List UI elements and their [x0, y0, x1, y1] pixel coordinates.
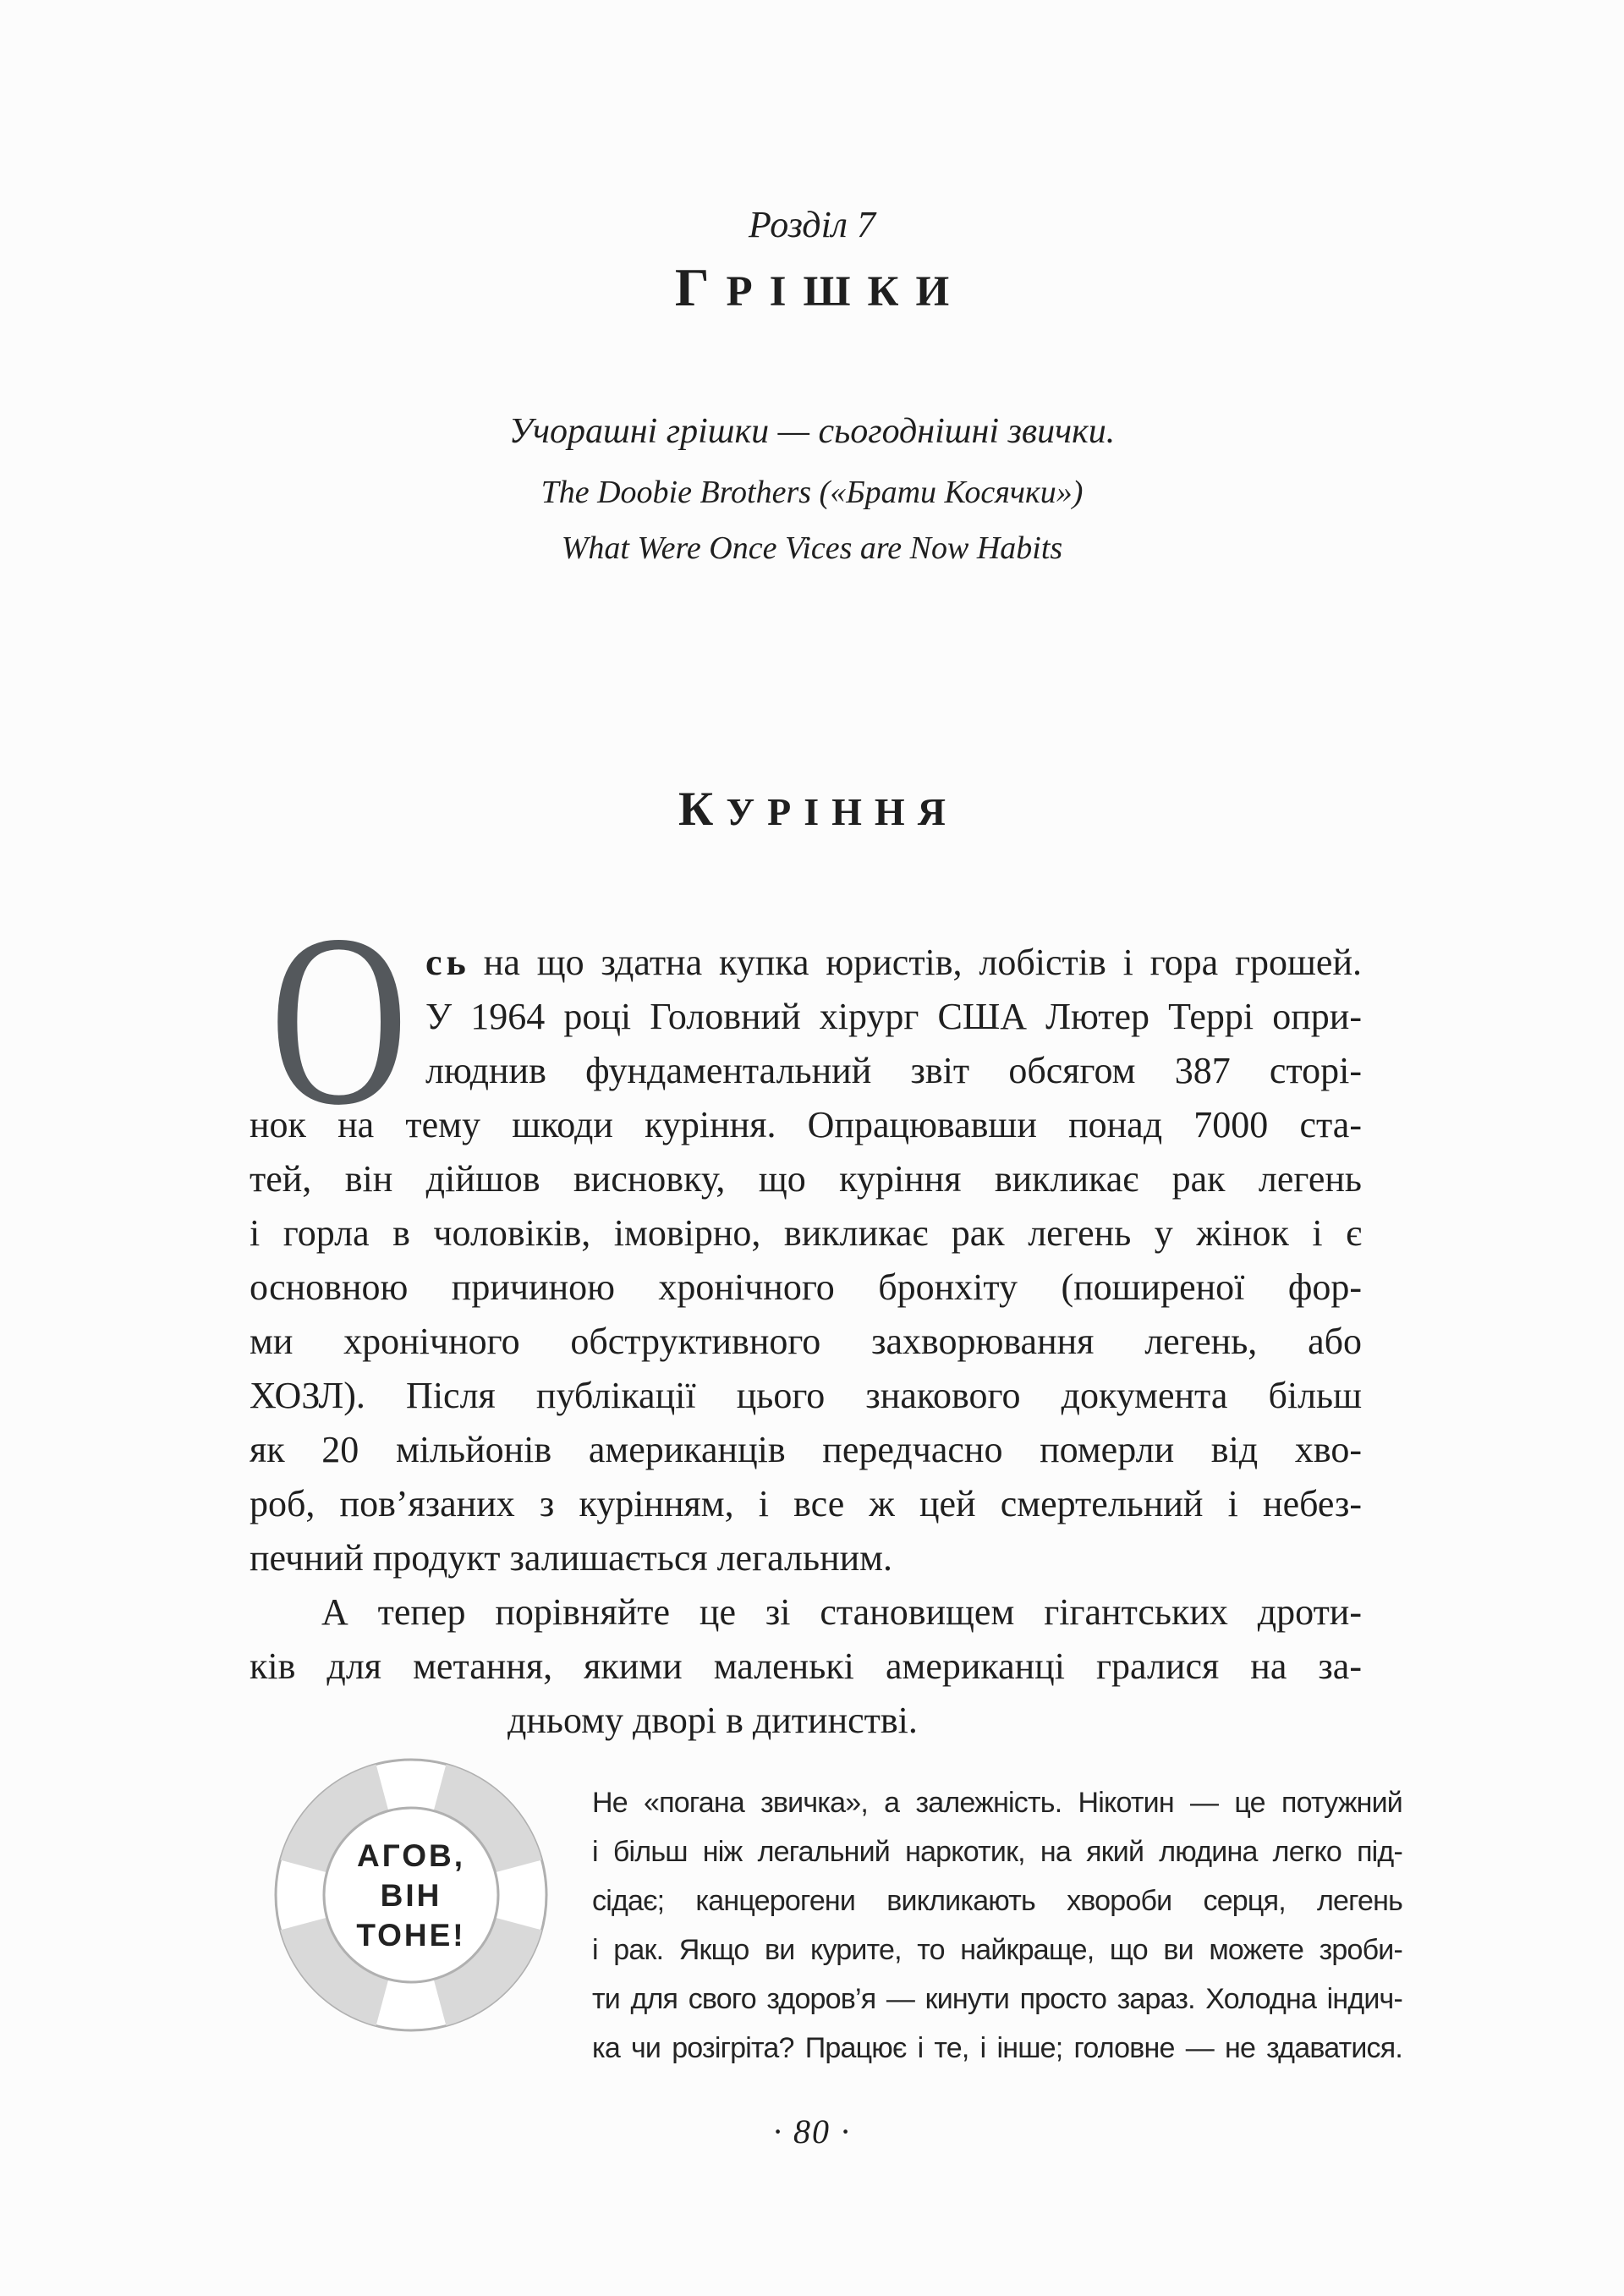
- text-line: печний продукт залишається легальним.: [250, 1537, 893, 1579]
- caption-line: ТОНЕ!: [356, 1917, 466, 1953]
- chapter-label: Розділ 7: [749, 204, 875, 245]
- text-line: і горла в чоловіків, імовірно, викликає рак легень у жінок і є: [250, 1212, 1362, 1254]
- section-heading-initial: К: [678, 783, 727, 836]
- text-line: Не «погана звичка», а залежність. Нікотин — це потужний: [592, 1787, 1402, 1819]
- text-line: ми хронічного обструктивного захворювання легень, або: [250, 1321, 1362, 1362]
- epigraph-work-title: What Were Once Vices are Now Habits: [561, 530, 1063, 566]
- section-heading-rest: УРІННЯ: [726, 790, 958, 833]
- text-line: як 20 мільйонів американців передчасно померли від хво-: [250, 1429, 1362, 1470]
- text-line: ка чи розігріта? Працює і те, і інше; головне — не здаватися.: [592, 2032, 1402, 2064]
- body-text: [250, 884, 1362, 1748]
- first-line-text: на що здатна купка юристів, лобістів і гора грошей.: [483, 942, 1362, 983]
- chapter-title-rest: РІШКИ: [726, 268, 967, 316]
- text-line: і більш ніж легальний наркотик, на який людина легко під-: [592, 1836, 1402, 1868]
- text-line: і рак. Якщо ви курите, то найкраще, що ви можете зроби-: [592, 1934, 1402, 1966]
- text-line: люднив фундаментальний звіт обсягом 387 сторі-: [425, 1050, 1362, 1091]
- chapter-title: [0, 257, 1624, 332]
- lifebuoy-icon: [269, 1753, 553, 2037]
- text-line: ХОЗЛ). Після публікації цього знакового документа більш: [250, 1375, 1362, 1416]
- epigraph-attribution: The Doobie Brothers («Брати Косячки»): [540, 475, 1084, 510]
- text-line: ків для метання, якими маленькі американці гралися на за-: [250, 1645, 1362, 1687]
- text-line: У 1964 році Головний хірург США Лютер Террі опри-: [425, 996, 1362, 1037]
- text-line: роб, пов’язаних з курінням, і все ж цей смертельний і небез-: [250, 1483, 1362, 1524]
- lead-letters: сь: [425, 942, 470, 983]
- epigraph-quote: Учорашні грішки — сьогоднішні звички.: [508, 412, 1116, 451]
- text-line: А тепер порівняйте це зі становищем гігантських дроти-: [321, 1591, 1362, 1633]
- caption-line: АГОВ,: [357, 1837, 465, 1873]
- text-line: нок на тему шкоди куріння. Опрацювавши понад 7000 ста-: [250, 1104, 1362, 1145]
- paragraph-1-lines: [250, 990, 1362, 1585]
- caption-line: ВІН: [380, 1877, 442, 1913]
- page-number: · 80 ·: [773, 2112, 851, 2150]
- sidenote-text: [592, 1778, 1402, 2073]
- paragraph-2: [250, 1585, 1362, 1694]
- chapter-title-initial: Г: [674, 257, 727, 317]
- text-line: сідає; канцерогени викликають хвороби серця, легень: [592, 1885, 1402, 1917]
- section-heading: [0, 782, 1624, 849]
- text-line: дньому дворі в дитинстві.: [508, 1700, 918, 1741]
- text-line: ти для свого здоров’я — кинути просто зараз. Холодна індич-: [592, 1983, 1402, 2015]
- text-line: [425, 936, 1362, 990]
- paragraph-1: [250, 884, 1362, 1585]
- text-line: основною причиною хронічного бронхіту (поширеної фор-: [250, 1266, 1362, 1308]
- dropcap: О: [270, 884, 409, 1156]
- text-line: тей, він дійшов висновку, що куріння викликає рак легень: [250, 1158, 1362, 1200]
- lifebuoy-caption: [269, 1753, 553, 2037]
